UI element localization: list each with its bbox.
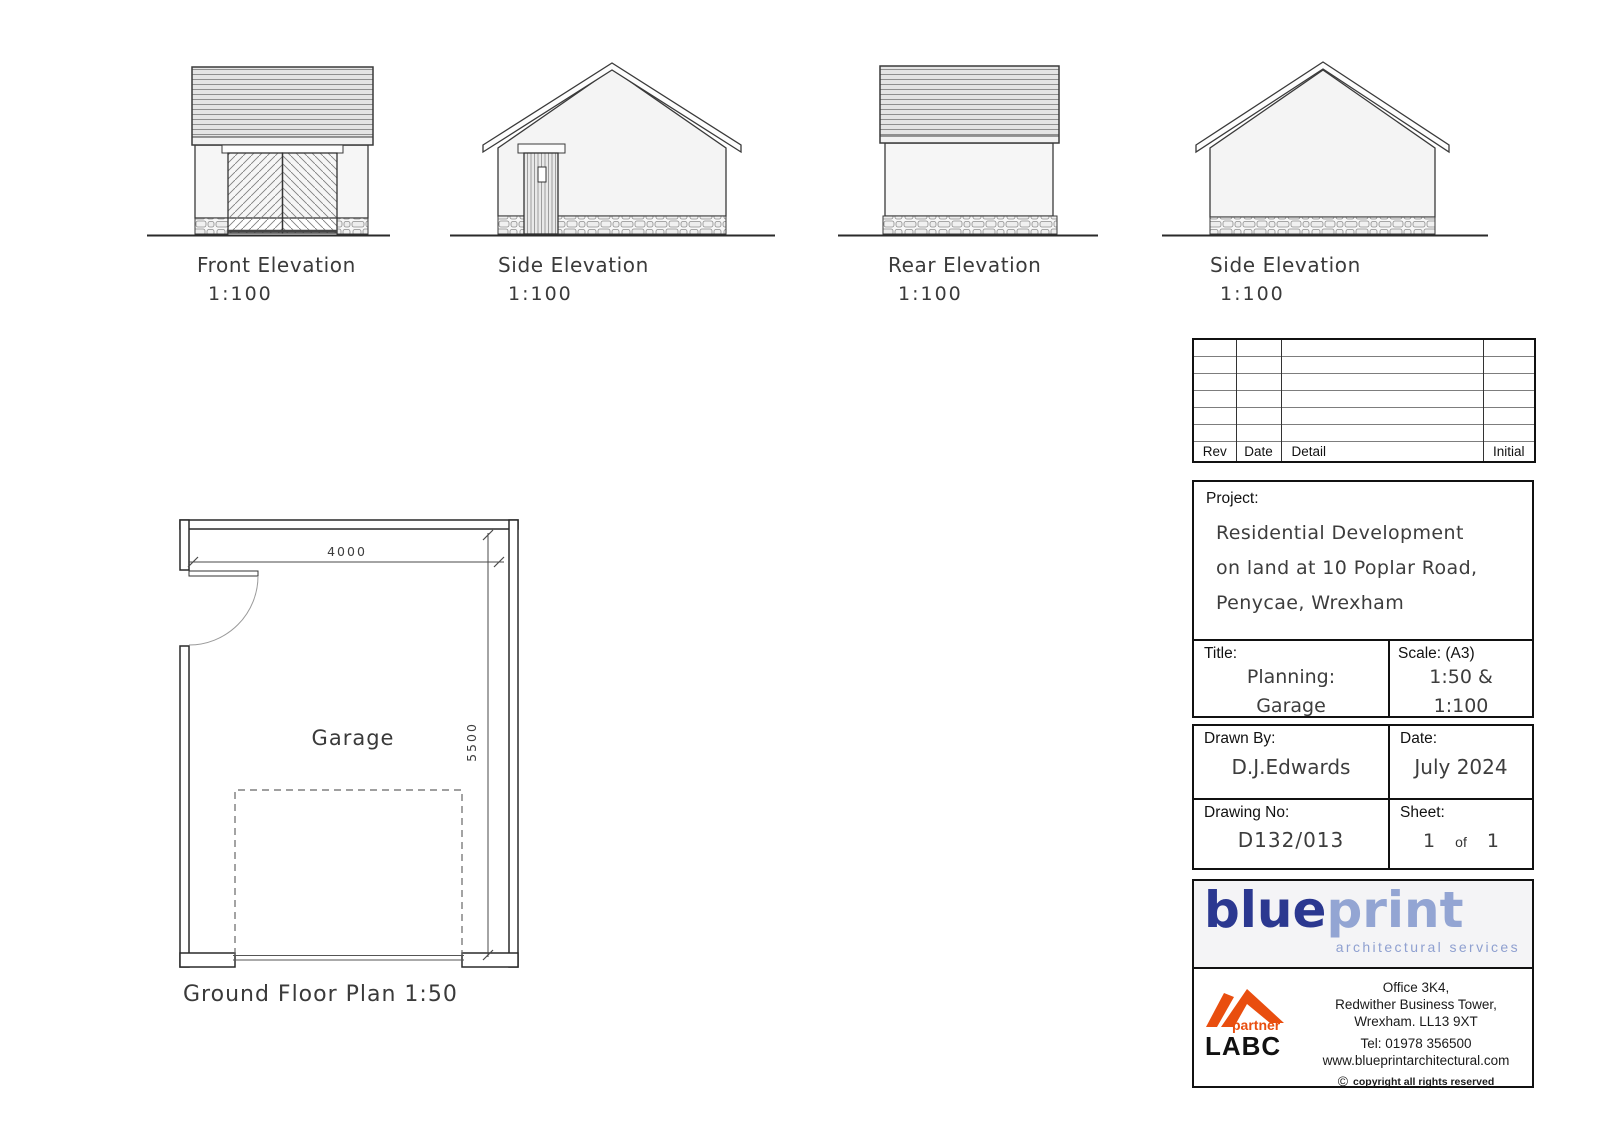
title-label: Title: [1204,645,1238,662]
revision-row [1193,374,1535,391]
revision-header-row [1193,442,1535,463]
rev-column-header: Rev [1193,442,1236,463]
drawing-no-value: D132/013 [1237,828,1345,852]
door-window [538,167,546,182]
entrance-door-lintel [518,144,565,153]
drawing-info-box [1192,724,1534,870]
dimension-width [188,544,504,567]
side-elevation-1-drawing [450,60,780,240]
depth-dimension-label: 5500 [464,722,479,762]
sheet-current: 1 [1423,830,1436,852]
blueprint-logo-band [1194,881,1532,969]
rear-elevation-drawing [835,60,1105,240]
front-elevation-title: Front Elevation [197,253,356,277]
revision-table [1192,338,1536,463]
drawing-no-cell [1194,800,1388,868]
sheet-cell [1390,800,1532,868]
date-value: July 2024 [1414,755,1508,779]
project-label: Project: [1206,490,1259,507]
project-line: Penycae, Wrexham [1216,592,1405,614]
wordmark-blue: blue [1204,881,1327,939]
copyright-text: copyright all rights reserved [1353,1076,1495,1088]
scale-label: Scale: (A3) [1398,645,1475,662]
drawing-no-label: Drawing No: [1204,804,1290,821]
logo-tagline: architectural services [1335,939,1520,955]
company-box [1192,879,1534,1088]
side-elevation-1-scale: 1:100 [508,283,573,305]
drawn-by-label: Drawn By: [1204,730,1276,747]
address-line: Office 3K4, [1382,980,1450,995]
entrance-door-swing [189,571,258,645]
scale-cell [1390,641,1532,716]
rear-elevation-title: Rear Elevation [888,253,1042,277]
revision-row [1193,391,1535,408]
sheet-total: 1 [1486,830,1499,852]
revision-row [1193,425,1535,442]
sheet-label: Sheet: [1400,804,1445,821]
wordmark-print: print [1326,881,1464,939]
labc-partner-text: partner [1232,1017,1281,1033]
labc-partner-logo [1202,983,1302,1061]
garage-door [228,153,337,233]
floor-plan-caption: Ground Floor Plan 1:50 [183,982,458,1007]
title-line: Garage [1256,695,1326,717]
entrance-door [524,153,558,234]
drawing-title [1194,663,1388,721]
company-address [1306,979,1526,1089]
date-column-header: Date [1236,442,1281,463]
front-elevation-scale: 1:100 [208,283,273,305]
rear-wall [885,143,1053,216]
side-elevation-2-scale: 1:100 [1220,283,1285,305]
scale-value [1390,663,1532,721]
revision-row [1193,339,1535,357]
project-description [1216,516,1477,621]
title-line: Planning: [1246,666,1336,688]
sheet-value [1390,830,1532,852]
rear-roof [880,66,1059,143]
labc-name-text: LABC [1205,1031,1282,1061]
project-line: Residential Development [1216,522,1464,544]
date-cell [1390,726,1532,798]
copyright-icon: © [1337,1073,1349,1089]
address-line: Redwither Business Tower, [1335,997,1497,1012]
sheet-of: of [1455,834,1467,850]
title-scale-row [1194,639,1532,716]
copyright-line [1306,1073,1526,1089]
project-box [1192,480,1534,718]
stone-plinth [1210,217,1435,234]
garage-door-opening-dashed [235,790,462,955]
rear-elevation-scale: 1:100 [898,283,963,305]
drawn-by-cell [1194,726,1388,798]
side-elevation-2-title: Side Elevation [1210,253,1361,277]
garage-door-threshold [233,956,464,961]
initial-column-header: Initial [1483,442,1535,463]
gable-wall [1210,70,1435,217]
revision-row [1193,357,1535,374]
side-elevation-2-drawing [1140,60,1500,240]
front-elevation-drawing [147,60,393,240]
blueprint-wordmark [1204,883,1464,938]
title-cell [1194,641,1390,716]
date-label: Date: [1400,730,1438,747]
stone-plinth [883,216,1057,234]
room-label: Garage [311,726,395,750]
garage-door-lintel [222,145,343,153]
width-dimension-label: 4000 [327,544,367,559]
revision-row [1193,408,1535,425]
floor-plan-drawing [170,505,530,980]
phone-number: Tel: 01978 356500 [1360,1036,1472,1051]
company-details [1194,969,1532,1089]
detail-column-header: Detail [1281,442,1483,463]
scale-line: 1:50 & [1429,666,1493,688]
project-line: on land at 10 Poplar Road, [1216,557,1478,579]
side-elevation-1-title: Side Elevation [498,253,649,277]
address-line: Wrexham. LL13 9XT [1354,1014,1478,1029]
scale-line: 1:100 [1433,695,1489,717]
website: www.blueprintarchitectural.com [1322,1053,1510,1068]
front-roof [192,67,373,145]
drawn-by-value: D.J.Edwards [1231,755,1351,779]
dimension-depth [464,530,493,960]
